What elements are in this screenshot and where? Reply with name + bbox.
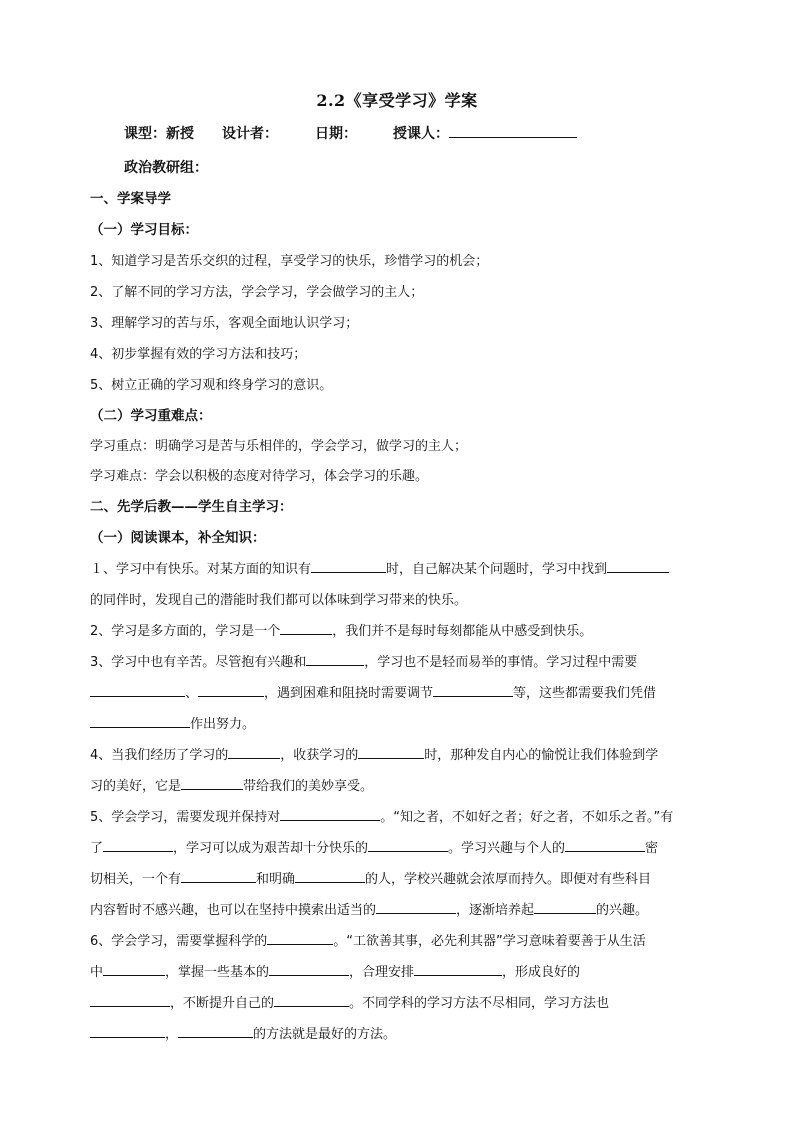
question-3-line-3: 作出努力。 bbox=[90, 709, 702, 740]
fill-blank bbox=[311, 559, 386, 573]
goal-item: 2、了解不同的学习方法，学会学习，学会做学习的主人； bbox=[90, 285, 424, 300]
meta-row bbox=[124, 123, 577, 143]
date-label: 日期： bbox=[315, 126, 357, 142]
fill-blank bbox=[90, 714, 190, 728]
question-4-line-2: 习的美好，它是 带给我们的美妙享受。 bbox=[90, 771, 702, 802]
fill-blank bbox=[181, 776, 243, 790]
fill-blank bbox=[534, 900, 596, 914]
section2-heading: 二、先学后教——学生自主学习： bbox=[90, 499, 293, 515]
fill-blank bbox=[228, 745, 280, 759]
fill-blank bbox=[368, 838, 448, 852]
question-3-line-2: 、 ，遇到困难和阻挠时需要调节 等，这些都需要我们凭借 bbox=[90, 678, 702, 709]
document-title: 2.2《享受学习》学案 bbox=[316, 91, 478, 110]
fill-blank bbox=[198, 683, 264, 697]
teacher-blank bbox=[449, 123, 577, 138]
fill-blank bbox=[181, 869, 256, 883]
fill-blank bbox=[90, 683, 185, 697]
question-5-line-2: 了 ，学习可以成为艰苦却十分快乐的 。学习兴趣与个人的 密 bbox=[90, 833, 702, 864]
fill-blank bbox=[433, 683, 513, 697]
fill-blank bbox=[90, 993, 170, 1007]
fill-blank bbox=[103, 962, 165, 976]
key-point: 学习重点：明确学习是苦与乐相伴的，学会学习，做学习的主人； bbox=[90, 439, 468, 454]
goal-item: 1、知道学习是苦乐交织的过程，享受学习的快乐，珍惜学习的机会； bbox=[90, 254, 489, 269]
key-heading: （二）学习重难点： bbox=[90, 408, 212, 424]
difficult-point: 学习难点：学会以积极的态度对待学习，体会学习的乐趣。 bbox=[90, 469, 429, 484]
goal-item: 4、初步掌握有效的学习方法和技巧； bbox=[90, 347, 307, 362]
question-1-line-1: １、学习中有快乐。对某方面的知识有 时，自己解决某个问题时，学习中找到 bbox=[90, 554, 702, 585]
group-label: 政治教研组： bbox=[124, 160, 208, 176]
fill-blank bbox=[103, 838, 173, 852]
goal-item: 5、树立正确的学习观和终身学习的意识。 bbox=[90, 378, 333, 393]
fill-blank bbox=[274, 993, 349, 1007]
fill-blank bbox=[178, 1024, 253, 1038]
fill-blank bbox=[376, 900, 456, 914]
fill-blank bbox=[414, 962, 502, 976]
question-6-line-2: 中 ，掌握一些基本的 ，合理安排 ，形成良好的 bbox=[90, 957, 702, 988]
fill-blank bbox=[280, 807, 380, 821]
question-6-line-1: 6、学会学习，需要掌握科学的 。“工欲善其事，必先利其器”学习意味着要善于从生活 bbox=[90, 926, 702, 957]
question-5-line-1: 5、学会学习，需要发现并保持对 。“知之者，不如好之者；好之者，不如乐之者。”有 bbox=[90, 802, 702, 833]
teacher-label: 授课人： bbox=[393, 126, 449, 142]
question-6-line-4: ， 的方法就是最好的方法。 bbox=[90, 1019, 702, 1050]
course-type: 课型：新授 bbox=[124, 126, 194, 142]
fill-blank bbox=[295, 869, 365, 883]
fill-blank bbox=[269, 962, 349, 976]
fill-blank bbox=[358, 745, 424, 759]
question-4-line-1: 4、当我们经历了学习的 ，收获学习的 时，那种发自内心的愉悦让我们体验到学 bbox=[90, 740, 702, 771]
fill-blank bbox=[306, 652, 364, 666]
goal-item: 3、理解学习的苦与乐，客观全面地认识学习； bbox=[90, 316, 359, 331]
question-6-line-3: ，不断提升自己的 。不同学科的学习方法不尽相同，学习方法也 bbox=[90, 988, 702, 1019]
fill-blank bbox=[280, 621, 332, 635]
fill-blank bbox=[607, 559, 669, 573]
question-5-line-4: 内容暂时不感兴趣，也可以在坚持中摸索出适当的 ，逐渐培养起 的兴趣。 bbox=[90, 895, 702, 926]
question-3-line-1: 3、学习中也有辛苦。尽管抱有兴趣和 ，学习也不是轻而易举的事情。学习过程中需要 bbox=[90, 647, 702, 678]
fill-blank bbox=[90, 1024, 165, 1038]
designer-label: 设计者： bbox=[222, 126, 278, 142]
goals-heading: （一）学习目标： bbox=[90, 222, 198, 238]
question-1-line-2: 的同伴时，发现自己的潜能时我们都可以体味到学习带来的快乐。 bbox=[90, 593, 468, 608]
content bbox=[90, 184, 702, 1050]
question-2: 2、学习是多方面的，学习是一个 ，我们并不是每时每刻都能从中感受到快乐。 bbox=[90, 616, 702, 647]
question-5-line-3: 切相关，一个有 和明确 的人，学校兴趣就会浓厚而持久。即便对有些科目 bbox=[90, 864, 702, 895]
fill-blank bbox=[267, 931, 333, 945]
section1-heading: 一、学案导学 bbox=[90, 191, 171, 207]
read-heading: （一）阅读课本，补全知识： bbox=[90, 530, 266, 546]
fill-blank bbox=[565, 838, 645, 852]
